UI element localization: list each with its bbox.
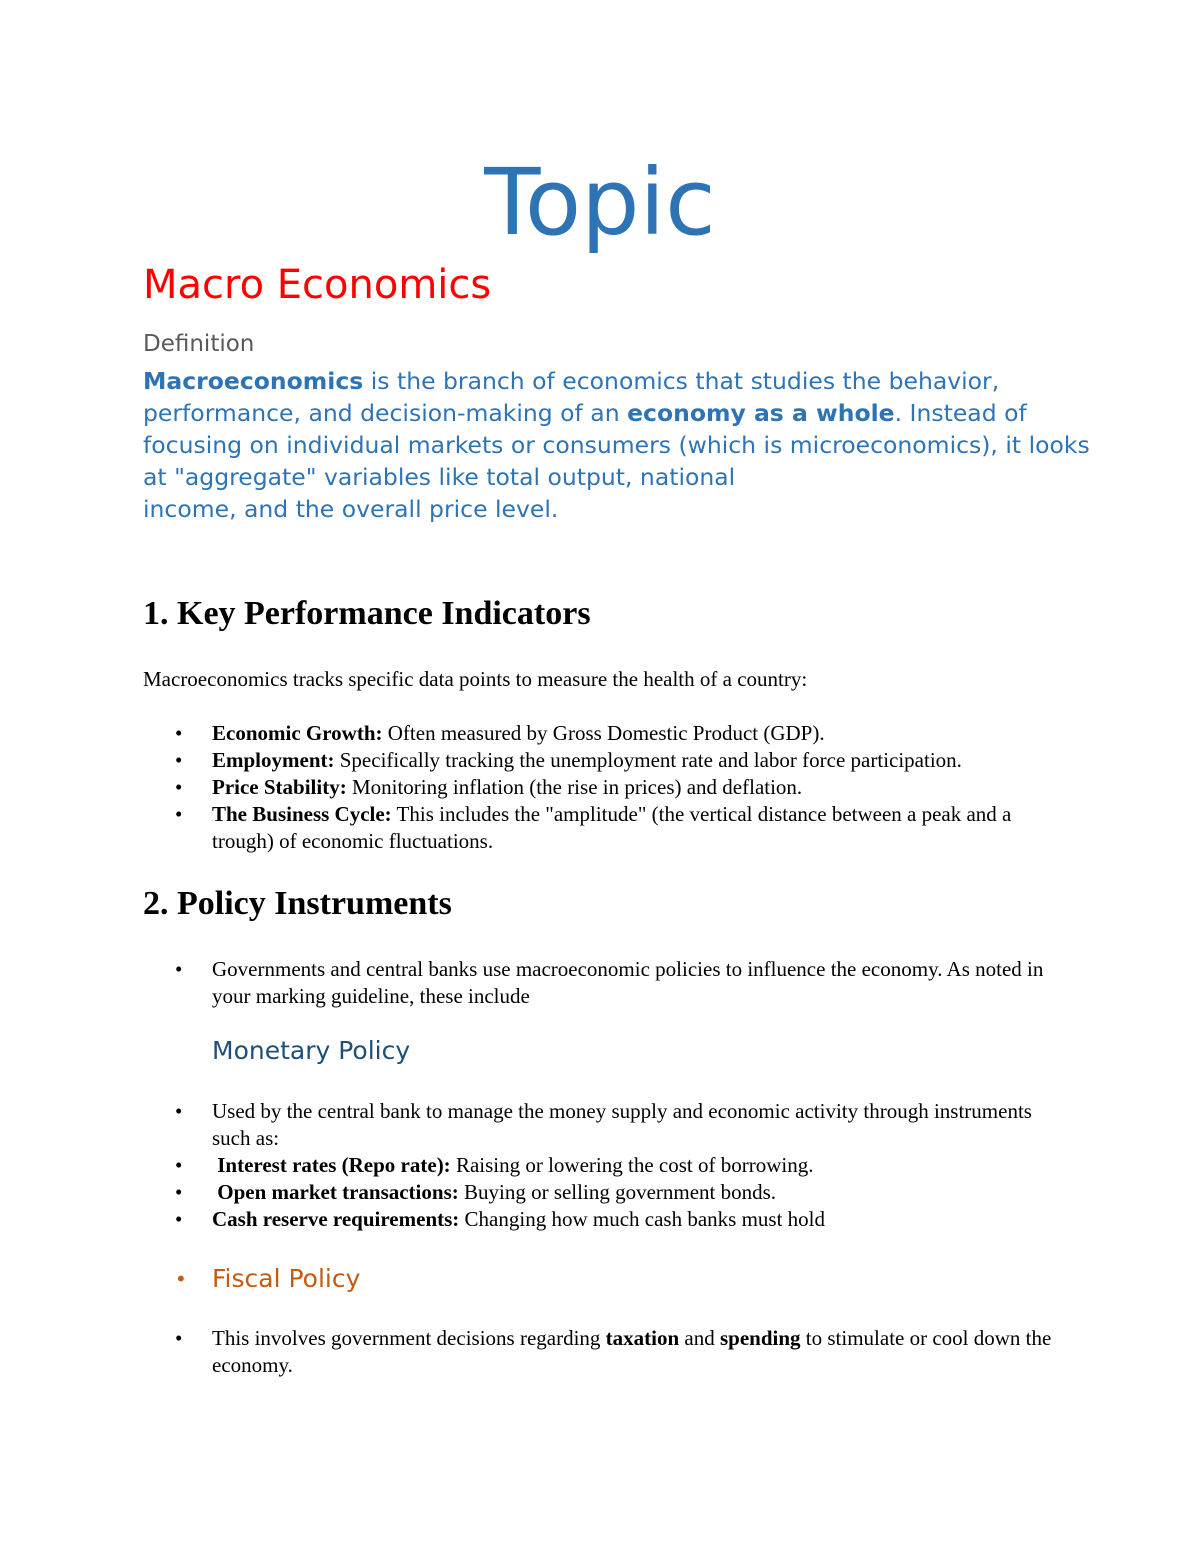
document-title: Topic bbox=[484, 149, 716, 256]
item-label: The Business Cycle: bbox=[212, 802, 392, 826]
fiscal-text-1: This involves government decisions regarding bbox=[212, 1326, 606, 1350]
list-item bbox=[143, 1179, 1063, 1206]
bullet-icon: • bbox=[175, 748, 183, 772]
list-item bbox=[143, 1206, 1063, 1233]
item-label: Price Stability: bbox=[212, 775, 347, 799]
list-item bbox=[143, 1325, 1063, 1379]
section1-heading: 1. Key Performance Indicators bbox=[143, 595, 591, 632]
list-item bbox=[143, 774, 1063, 801]
list-item bbox=[143, 1098, 1063, 1152]
item-label: Open market transactions: bbox=[212, 1180, 459, 1204]
bullet-icon: • bbox=[175, 1207, 183, 1231]
definition-emphasis: economy as a whole bbox=[627, 399, 895, 427]
list-item bbox=[143, 1152, 1063, 1179]
definition-body bbox=[143, 365, 1103, 525]
item-label: Cash reserve requirements: bbox=[212, 1207, 460, 1231]
fiscal-bold-spending: spending bbox=[720, 1326, 801, 1350]
item-text: Governments and central banks use macroeconomic policies to influence the economy. As noted in your marking guideline, these include bbox=[212, 957, 1044, 1008]
monetary-policy-list bbox=[143, 1098, 1063, 1233]
fiscal-policy-heading: Fiscal Policy bbox=[212, 1264, 361, 1293]
bullet-icon: • bbox=[175, 957, 183, 981]
item-text: Specifically tracking the unemployment rate and labor force participation. bbox=[334, 748, 962, 772]
item-text: This includes the "amplitude" (the vertical distance between a peak and a trough) of economic fluctuations. bbox=[212, 802, 1012, 853]
item-text: Used by the central bank to manage the money supply and economic activity through instruments such as: bbox=[212, 1099, 1032, 1150]
item-text: Buying or selling government bonds. bbox=[458, 1180, 777, 1204]
policy-intro-list bbox=[143, 956, 1063, 1010]
subject-heading: Macro Economics bbox=[143, 262, 492, 308]
fiscal-bold-taxation: taxation bbox=[605, 1326, 680, 1350]
bullet-icon: • bbox=[175, 802, 183, 826]
definition-label: Definition bbox=[143, 331, 255, 357]
definition-text-2: . Instead of focusing on individual markets or consumers (which is microeconomics), it looks at "aggregate" variables like total output, national bbox=[143, 399, 1090, 491]
item-label: Employment: bbox=[212, 748, 335, 772]
list-item bbox=[143, 801, 1063, 855]
fiscal-text-2: and bbox=[679, 1326, 720, 1350]
item-label: Interest rates (Repo rate): bbox=[212, 1153, 451, 1177]
section2-heading: 2. Policy Instruments bbox=[143, 885, 452, 922]
bullet-icon: • bbox=[175, 775, 183, 799]
item-text: Monitoring inflation (the rise in prices) and deflation. bbox=[346, 775, 803, 799]
kpi-list bbox=[143, 720, 1063, 855]
bullet-icon: • bbox=[175, 1153, 183, 1177]
item-text: Changing how much cash banks must hold bbox=[459, 1207, 826, 1231]
item-text: Raising or lowering the cost of borrowing. bbox=[450, 1153, 814, 1177]
fiscal-policy-list bbox=[143, 1325, 1063, 1379]
bullet-icon: • bbox=[175, 1326, 183, 1350]
fiscal-bullet-icon: • bbox=[175, 1267, 187, 1291]
item-label: Economic Growth: bbox=[212, 721, 383, 745]
list-item bbox=[143, 720, 1063, 747]
list-item bbox=[143, 956, 1063, 1010]
bullet-icon: • bbox=[175, 721, 183, 745]
fiscal-text-3: to stimulate or cool down the economy. bbox=[212, 1326, 1052, 1377]
definition-text-3: income, and the overall price level. bbox=[143, 495, 559, 523]
definition-term: Macroeconomics bbox=[143, 367, 364, 395]
monetary-policy-heading: Monetary Policy bbox=[212, 1036, 411, 1065]
bullet-icon: • bbox=[175, 1099, 183, 1123]
item-text: Often measured by Gross Domestic Product (GDP). bbox=[382, 721, 825, 745]
section1-intro: Macroeconomics tracks specific data points to measure the health of a country: bbox=[143, 667, 808, 691]
definition-text-1: is the branch of economics that studies the behavior, performance, and decision-making of an bbox=[143, 367, 1000, 427]
bullet-icon: • bbox=[175, 1180, 183, 1204]
list-item bbox=[143, 747, 1063, 774]
